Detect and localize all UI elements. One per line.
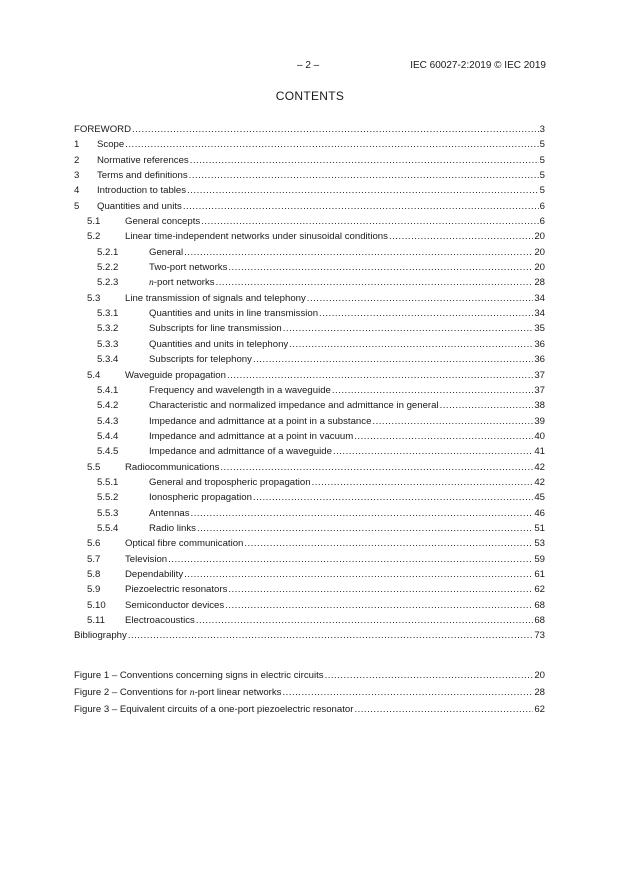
toc-entry[interactable]: [74, 352, 545, 367]
dot-leader: [253, 490, 533, 505]
toc-entry-number: 5.3.4: [97, 354, 119, 366]
toc-entry-title: Television: [125, 553, 168, 565]
toc-entry-page: 59: [534, 553, 545, 565]
dot-leader: [333, 444, 533, 459]
figure-entry-title: Figure 2 – Conventions for n-port linear networks: [74, 687, 282, 698]
toc-entry[interactable]: [74, 490, 545, 505]
page-number: – 2 –: [297, 60, 320, 71]
toc-entry-title: n-port networks: [149, 277, 215, 289]
toc-entry-title: Dependability: [125, 568, 184, 580]
toc-entry-number: 5.2.1: [97, 246, 119, 258]
toc-entry-page: 36: [534, 354, 545, 366]
dot-leader: [125, 137, 538, 152]
toc-entry-page: 68: [534, 615, 545, 626]
dot-leader: [289, 337, 533, 352]
toc-entry[interactable]: [74, 137, 545, 152]
toc-entry-title: Normative references: [97, 154, 189, 166]
page-title: CONTENTS: [275, 89, 345, 103]
toc-entry-number: 5.4.4: [97, 430, 119, 442]
toc-entry-title: Frequency and wavelength in a waveguide: [149, 384, 331, 396]
toc-entry[interactable]: [74, 475, 545, 490]
toc-entry[interactable]: [74, 368, 545, 383]
dot-leader: [319, 306, 533, 321]
toc-entry[interactable]: [74, 275, 545, 290]
toc-entry-title: General concepts: [125, 216, 201, 228]
toc-entry-number: 5.1: [87, 216, 101, 228]
dot-leader: [201, 214, 538, 229]
dot-leader: [440, 398, 534, 413]
toc-entry-number: 5.4.3: [97, 415, 119, 427]
toc-entry-number: 5.9: [87, 584, 101, 596]
toc-entry[interactable]: [74, 460, 545, 475]
toc-entry-title: Two-port networks: [149, 262, 228, 274]
toc-entry-number: 5.3.2: [97, 323, 119, 335]
toc-entry[interactable]: [74, 291, 545, 306]
toc-entry-title: Piezoelectric resonators: [125, 584, 228, 596]
toc-entry[interactable]: [74, 168, 545, 183]
toc-entry-number: 5.5: [87, 461, 101, 473]
toc-entry-title: Antennas: [149, 507, 190, 519]
toc-entry-page: 20: [534, 246, 545, 258]
dot-leader: [183, 199, 539, 214]
figure-entry-page: 62: [534, 704, 545, 715]
toc-entry-title: Introduction to tables: [97, 185, 187, 197]
toc-entry[interactable]: [74, 383, 545, 398]
dot-leader: [354, 701, 533, 718]
toc-entry-number: 1: [74, 139, 80, 151]
toc-entry[interactable]: [74, 199, 545, 214]
toc-entry-page: 53: [534, 538, 545, 550]
toc-entry-title: Terms and definitions: [97, 170, 188, 182]
toc-entry-page: 46: [534, 507, 545, 519]
dot-leader: [184, 245, 533, 260]
table-of-contents: [74, 122, 545, 644]
dot-leader: [220, 460, 533, 475]
toc-entry-number: 5.4.5: [97, 446, 119, 458]
toc-entry-number: 5.2: [87, 231, 101, 243]
toc-entry[interactable]: [74, 398, 545, 413]
toc-entry-number: 5.11: [87, 615, 105, 626]
dot-leader: [332, 383, 533, 398]
toc-entry-page: 37: [534, 369, 545, 381]
toc-entry-title: Ionospheric propagation: [149, 492, 252, 504]
dot-leader: [168, 552, 533, 567]
toc-entry-title: Impedance and admittance of a waveguide: [149, 446, 332, 458]
toc-entry-title: FOREWORD: [74, 124, 132, 135]
toc-entry-number: 5.2.2: [97, 262, 119, 274]
figure-entry-title: Figure 1 – Conventions concerning signs in electric circuits: [74, 670, 324, 681]
toc-entry[interactable]: [74, 321, 545, 336]
toc-entry-number: 5.5.2: [97, 492, 119, 504]
standard-reference: IEC 60027-2:2019 © IEC 2019: [410, 60, 546, 71]
toc-entry[interactable]: [74, 214, 545, 229]
dot-leader: [253, 352, 533, 367]
dot-leader: [228, 582, 533, 597]
toc-entry-page: 5: [539, 154, 545, 166]
toc-entry-page: 40: [534, 430, 545, 442]
toc-entry[interactable]: [74, 153, 545, 168]
toc-entry-page: 20: [534, 262, 545, 274]
toc-entry-number: 5.3.1: [97, 308, 119, 320]
toc-entry-page: 3: [539, 124, 545, 135]
toc-entry-page: 6: [539, 200, 545, 212]
dot-leader: [184, 567, 533, 582]
dot-leader: [128, 628, 534, 643]
toc-entry-page: 51: [534, 522, 545, 534]
toc-entry[interactable]: [74, 536, 545, 551]
dot-leader: [190, 153, 539, 168]
figure-entry-page: 20: [534, 670, 545, 681]
toc-entry-number: 5.3: [87, 292, 101, 304]
figure-entry-title: Figure 3 – Equivalent circuits of a one-port piezoelectric resonator: [74, 704, 354, 715]
dot-leader: [132, 122, 539, 137]
toc-entry-title: Radiocommunications: [125, 461, 220, 473]
toc-entry-title: Impedance and admittance at a point in a substance: [149, 415, 372, 427]
toc-entry-number: 5.8: [87, 568, 101, 580]
toc-entry[interactable]: [74, 337, 545, 352]
toc-entry-number: 5.10: [87, 599, 106, 611]
toc-entry[interactable]: [74, 628, 545, 643]
toc-entry[interactable]: [74, 183, 545, 198]
toc-entry[interactable]: [74, 613, 545, 628]
toc-entry-number: 5.5.3: [97, 507, 119, 519]
toc-entry[interactable]: [74, 229, 545, 244]
toc-entry-number: 5: [74, 200, 80, 212]
toc-entry-title: General and tropospheric propagation: [149, 476, 311, 488]
toc-entry-title: Quantities and units in line transmission: [149, 308, 319, 320]
toc-entry-title: Scope: [97, 139, 125, 151]
toc-entry[interactable]: [74, 567, 545, 582]
toc-entry-page: 20: [534, 231, 545, 243]
toc-entry-number: 5.6: [87, 538, 101, 550]
toc-entry-title: Radio links: [149, 522, 196, 534]
dot-leader: [354, 429, 533, 444]
toc-entry-number: 4: [74, 185, 80, 197]
toc-entry-number: 2: [74, 154, 80, 166]
dot-leader: [282, 684, 533, 701]
toc-entry[interactable]: [74, 414, 545, 429]
toc-entry-page: 34: [534, 308, 545, 320]
dot-leader: [191, 506, 534, 521]
toc-entry-number: 5.5.4: [97, 522, 119, 534]
toc-entry[interactable]: [74, 598, 545, 613]
toc-entry-title: Electroacoustics: [125, 615, 195, 626]
toc-entry-page: 35: [534, 323, 545, 335]
dot-leader: [227, 368, 533, 383]
toc-entry-number: 5.4: [87, 369, 101, 381]
italic-symbol: n: [149, 277, 154, 289]
toc-entry[interactable]: [74, 521, 545, 536]
dot-leader: [225, 598, 533, 613]
toc-entry-page: 68: [534, 599, 545, 611]
toc-entry[interactable]: [74, 582, 545, 597]
toc-entry-page: 6: [539, 216, 545, 228]
toc-entry-page: 73: [534, 630, 545, 642]
toc-entry[interactable]: [74, 260, 545, 275]
toc-entry-title: Subscripts for telephony: [149, 354, 252, 366]
toc-entry-page: 38: [534, 400, 545, 412]
dot-leader: [307, 291, 534, 306]
list-of-figures: [74, 667, 545, 718]
toc-entry-page: 5: [539, 185, 545, 197]
toc-entry-page: 42: [534, 461, 545, 473]
toc-entry[interactable]: [74, 444, 545, 459]
dot-leader: [216, 275, 534, 290]
toc-entry[interactable]: [74, 429, 545, 444]
toc-entry-number: 5.5.1: [97, 476, 119, 488]
dot-leader: [244, 536, 533, 551]
toc-entry[interactable]: [74, 506, 545, 521]
toc-entry-page: 45: [534, 492, 545, 504]
toc-entry-title: Subscripts for line transmission: [149, 323, 282, 335]
dot-leader: [189, 168, 539, 183]
dot-leader: [283, 321, 534, 336]
toc-entry-number: 3: [74, 170, 80, 182]
toc-entry-page: 39: [534, 415, 545, 427]
toc-entry-page: 42: [534, 476, 545, 488]
toc-entry-title: General: [149, 246, 184, 258]
toc-entry-page: 5: [539, 139, 545, 151]
toc-entry-number: 5.2.3: [97, 277, 119, 289]
toc-entry-title: Quantities and units in telephony: [149, 338, 289, 350]
dot-leader: [228, 260, 533, 275]
toc-entry-title: Optical fibre communication: [125, 538, 244, 550]
dot-leader: [312, 475, 534, 490]
italic-symbol: n: [189, 687, 195, 698]
toc-entry-number: 5.4.2: [97, 400, 119, 412]
dot-leader: [325, 667, 534, 684]
toc-entry-title: Impedance and admittance at a point in vacuum: [149, 430, 354, 442]
toc-entry-page: 28: [534, 277, 545, 289]
dot-leader: [372, 414, 533, 429]
toc-entry-title: Semiconductor devices: [125, 599, 225, 611]
toc-entry[interactable]: [74, 245, 545, 260]
toc-entry-page: 34: [534, 292, 545, 304]
toc-entry[interactable]: [74, 552, 545, 567]
toc-entry-title: Characteristic and normalized impedance and admittance in general: [149, 400, 439, 412]
toc-entry-title: Bibliography: [74, 630, 127, 642]
toc-entry-page: 36: [534, 338, 545, 350]
toc-entry[interactable]: [74, 306, 545, 321]
toc-entry-number: 5.4.1: [97, 384, 119, 396]
toc-entry-page: 61: [534, 568, 545, 580]
dot-leader: [389, 229, 533, 244]
toc-entry-page: 37: [534, 384, 545, 396]
toc-entry-title: Waveguide propagation: [125, 369, 226, 381]
figure-entry-page: 28: [534, 687, 545, 698]
toc-entry-page: 41: [534, 446, 545, 458]
dot-leader: [196, 613, 533, 628]
dot-leader: [187, 183, 539, 198]
toc-entry-number: 5.7: [87, 553, 101, 565]
toc-entry-title: Linear time-independent networks under sinusoidal conditions: [125, 231, 388, 243]
toc-entry-title: Line transmission of signals and telephony: [125, 292, 306, 304]
figure-entry[interactable]: [74, 701, 545, 718]
dot-leader: [197, 521, 533, 536]
figure-entry[interactable]: [74, 667, 545, 684]
toc-entry[interactable]: [74, 122, 545, 137]
toc-entry-page: 5: [539, 170, 545, 182]
figure-entry[interactable]: [74, 684, 545, 701]
toc-entry-title: Quantities and units: [97, 200, 182, 212]
toc-entry-page: 62: [534, 584, 545, 596]
toc-entry-number: 5.3.3: [97, 338, 119, 350]
